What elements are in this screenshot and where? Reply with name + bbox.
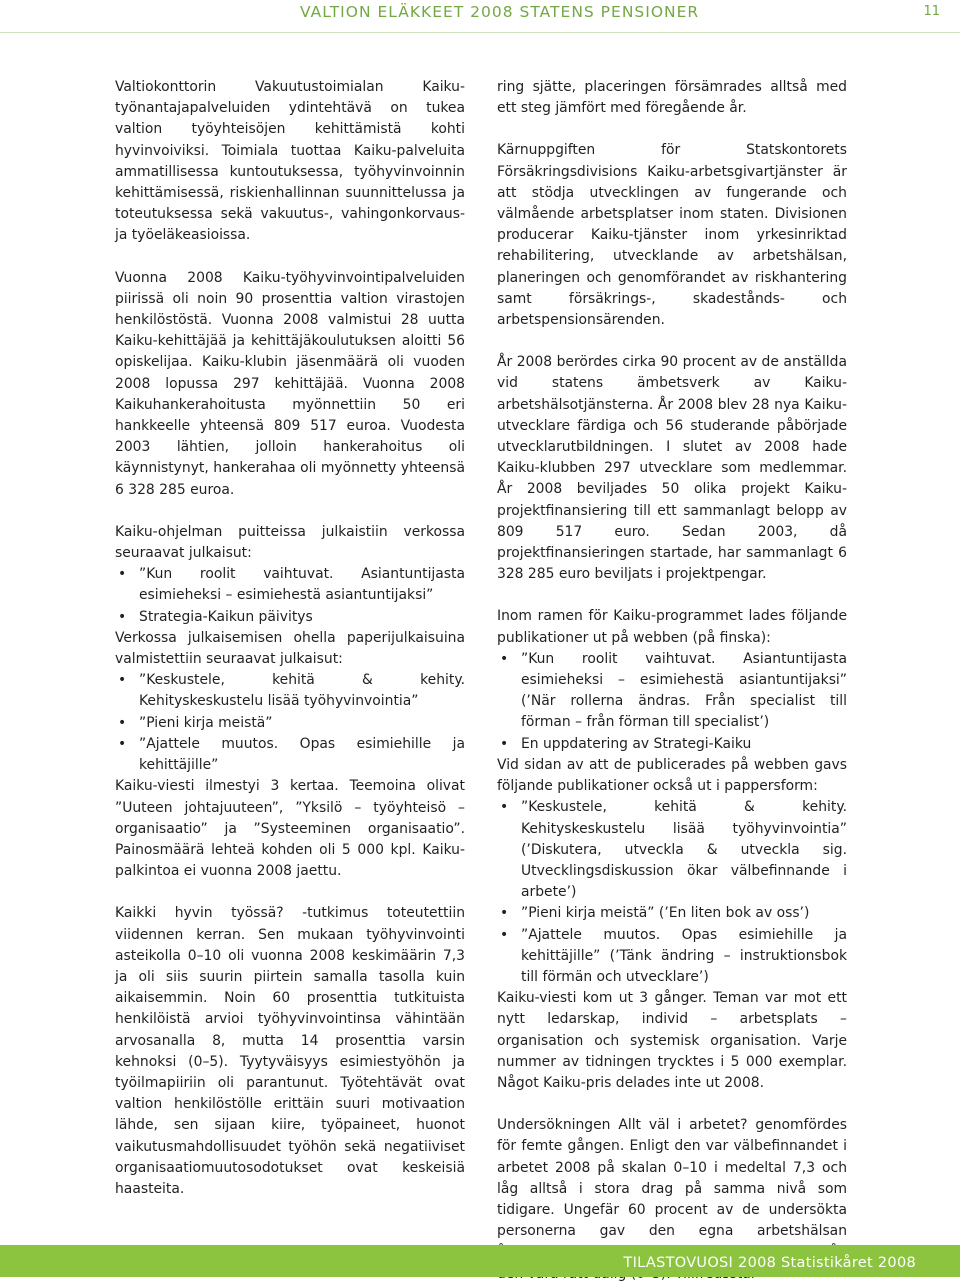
bullet-list	[115, 670, 465, 776]
list-item: • ”Keskustele, kehitä & kehity. Kehityskeskustelu lisää työhyvinvointia”	[115, 670, 465, 712]
list-item: • Strategia-Kaikun päivitys	[115, 607, 465, 628]
paragraph: Inom ramen för Kaiku-programmet lades följande publikationer ut på webben (på finska):	[497, 608, 847, 646]
list-item: • ”Pieni kirja meistä”	[115, 713, 465, 734]
page-number: 11	[923, 4, 940, 19]
paragraph: Kärnuppgiften för Statskontorets Försäkringsdivisions Kaiku-arbetsgivartjänster är att stödja utvecklingen av fungerande och välmående arbetsplatser inom staten. Divisionen producerar Kaiku-tjänster inom yrkesinriktad rehabilitering, utvecklande av arbetshälsan, planeringen och genomförandet av riskhantering samt försäkrings-, skadestånds- och arbetspensionsärenden.	[497, 142, 847, 329]
list-item: • ”Keskustele, kehitä & kehity. Kehityskeskustelu lisää työhyvinvointia” (’Diskutera, utveckla & utveckla sig. Utvecklingsdiskussion ökar välbefinnande i arbete’)	[497, 797, 847, 903]
paragraph: År 2008 berördes cirka 90 procent av de anställda vid statens ämbetsverk av Kaiku-arbetshälsotjänsterna. År 2008 blev 28 nya Kaiku-utvecklare färdiga och 56 studerande påbörjade utvecklarutbildningen. I slutet av 2008 hade Kaiku-klubben 297 utvecklare som medlemmar. År 2008 beviljades 50 olika projekt Kaiku-projektfinansiering till ett sammanlagt belopp av 809 517 euro. Sedan 2003, då projektfinansieringen startade, har sammanlagt 6 328 285 euro beviljats i projektpengar.	[497, 354, 847, 583]
footer-title: TILASTOVUOSI 2008 Statistikåret 2008	[623, 1255, 916, 1271]
paragraph: Valtiokonttorin Vakuutustoimialan Kaiku-työnantajapalveluiden ydintehtävä on tukea valtion työyhteisöjen kehittämistä kohti hyvinvoiviksi. Toimiala tuottaa Kaiku-palveluita ammatillisessa kuntoutuksessa, työhyvinvoinnin kehittämisessä, riskienhallinnan suunnittelussa ja toteutuksessa sekä vakuutus-, vahingonkorvaus- ja työeläkeasioissa.	[115, 79, 465, 244]
list-item: • ”Kun roolit vaihtuvat. Asiantuntijasta esimieheksi – esimiehestä asiantuntijaksi” (’När rollerna ändras. Från specialist till förman – från förman till specialist’)	[497, 649, 847, 734]
paragraph: Kaiku-ohjelman puitteissa julkaistiin verkossa seuraavat julkaisut:	[115, 523, 465, 562]
left-column-finnish	[115, 77, 465, 1200]
paragraph: Vid sidan av att de publicerades på webben gavs följande publikationer också ut i pappersform:	[497, 756, 847, 795]
bullet-list	[497, 649, 847, 755]
paragraph: Undersökningen Allt väl i arbetet? genomfördes för femte gången. Enligt den var välbefinnandet i arbetet 2008 på skalan 0–10 i medeltal 7,3 och låg alltså i stora drag på samma nivå som tidigare. Ungefär 60 procent av de undersökta personerna gav den egna arbetshälsan	[497, 1117, 847, 1240]
list-item: • En uppdatering av Strategi-Kaiku	[497, 734, 847, 755]
bullet-list	[115, 564, 465, 628]
paragraph: Vuonna 2008 Kaiku-työhyvinvointipalveluiden piirissä oli noin 90 prosenttia valtion virastojen henkilöstöstä. Vuonna 2008 valmistui 28 uutta Kaiku-kehittäjää ja kehittäjäkoulutuksen aloitti 56 opiskelijaa. Kaiku-klubin jäsenmäärä oli vuoden 2008 lopussa 297 kehittäjää. Vuonna 2008 Kaikuhankerahoitusta myönnettiin 50 eri hankkeelle yhteensä 809 517 euroa. Vuodesta 2003 lähtien, jolloin hankerahoitus oli käynnistynyt, hankerahaa oli myönnetty yhteensä 6 328 285 euroa.	[115, 269, 465, 498]
list-item: • ”Kun roolit vaihtuvat. Asiantuntijasta esimieheksi – esimiehestä asiantuntijaksi”	[115, 564, 465, 606]
paragraph: Kaiku-viesti ilmestyi 3 kertaa. Teemoina olivat ”Uuteen johtajuuteen”, ”Yksilö – työyhteisö – organisaatio” ja ”Systeeminen organisaatio”. Painosmäärä lehteä kohden oli 5 000 kpl. Kaiku-palkintoa ei vuonna 2008 jaettu.	[115, 778, 465, 880]
paragraph: Verkossa julkaisemisen ohella paperijulkaisuina valmistettiin seuraavat julkaisut:	[115, 629, 465, 668]
paragraph: Kaiku-viesti kom ut 3 gånger. Teman var mot ett nytt ledarskap, individ – arbetsplats – organisation och systemisk organisation. Varje nummer av tidningen trycktes i 5 000 exemplar. Något Kaiku-pris delades inte ut 2008.	[497, 990, 847, 1091]
bullet-list	[497, 797, 847, 988]
list-item: • ”Ajattele muutos. Opas esimiehille ja kehittäjille” (’Tänk ändring – instruktionsbok till förmän och utvecklare’)	[497, 925, 847, 989]
running-header-title: VALTION ELÄKKEET 2008 STATENS PENSIONER	[300, 3, 700, 21]
right-column-swedish	[497, 77, 847, 1285]
header-divider	[0, 32, 960, 33]
list-item: • ”Ajattele muutos. Opas esimiehille ja kehittäjille”	[115, 734, 465, 776]
paragraph: Kaikki hyvin työssä? -tutkimus toteutettiin viidennen kerran. Sen mukaan työhyvinvointi asteikolla 0–10 oli vuonna 2008 keskimäärin 7,3 ja oli siis suurin piirtein samalla tasolla kuin aikaisemmin. Noin 60 prosenttia tutkituista henkilöistä arvioi työhyvinvointinsa vähintään arvosanalla 8, mutta 14 prosenttia varsin kehnoksi (0–5). Tyytyväisyys esimiestyöhön ja työilmapiiriin oli parantunut. Työtehtävät ovat valtion henkilöstölle erittäin suuri motivaation lähde, sen sijaan kiire, työpaineet, huonot vaikutusmahdollisuudet työhön sekä negatiiviset organisaatiomuutosodotukset ovat keskeisiä haasteita.	[115, 905, 465, 1197]
footer-band	[0, 1245, 960, 1277]
paragraph: ring sjätte, placeringen försämrades alltså med ett steg jämfört med föregående år.	[497, 79, 847, 117]
page-header	[0, 0, 960, 28]
list-item: • ”Pieni kirja meistä” (’En liten bok av oss’)	[497, 903, 847, 924]
